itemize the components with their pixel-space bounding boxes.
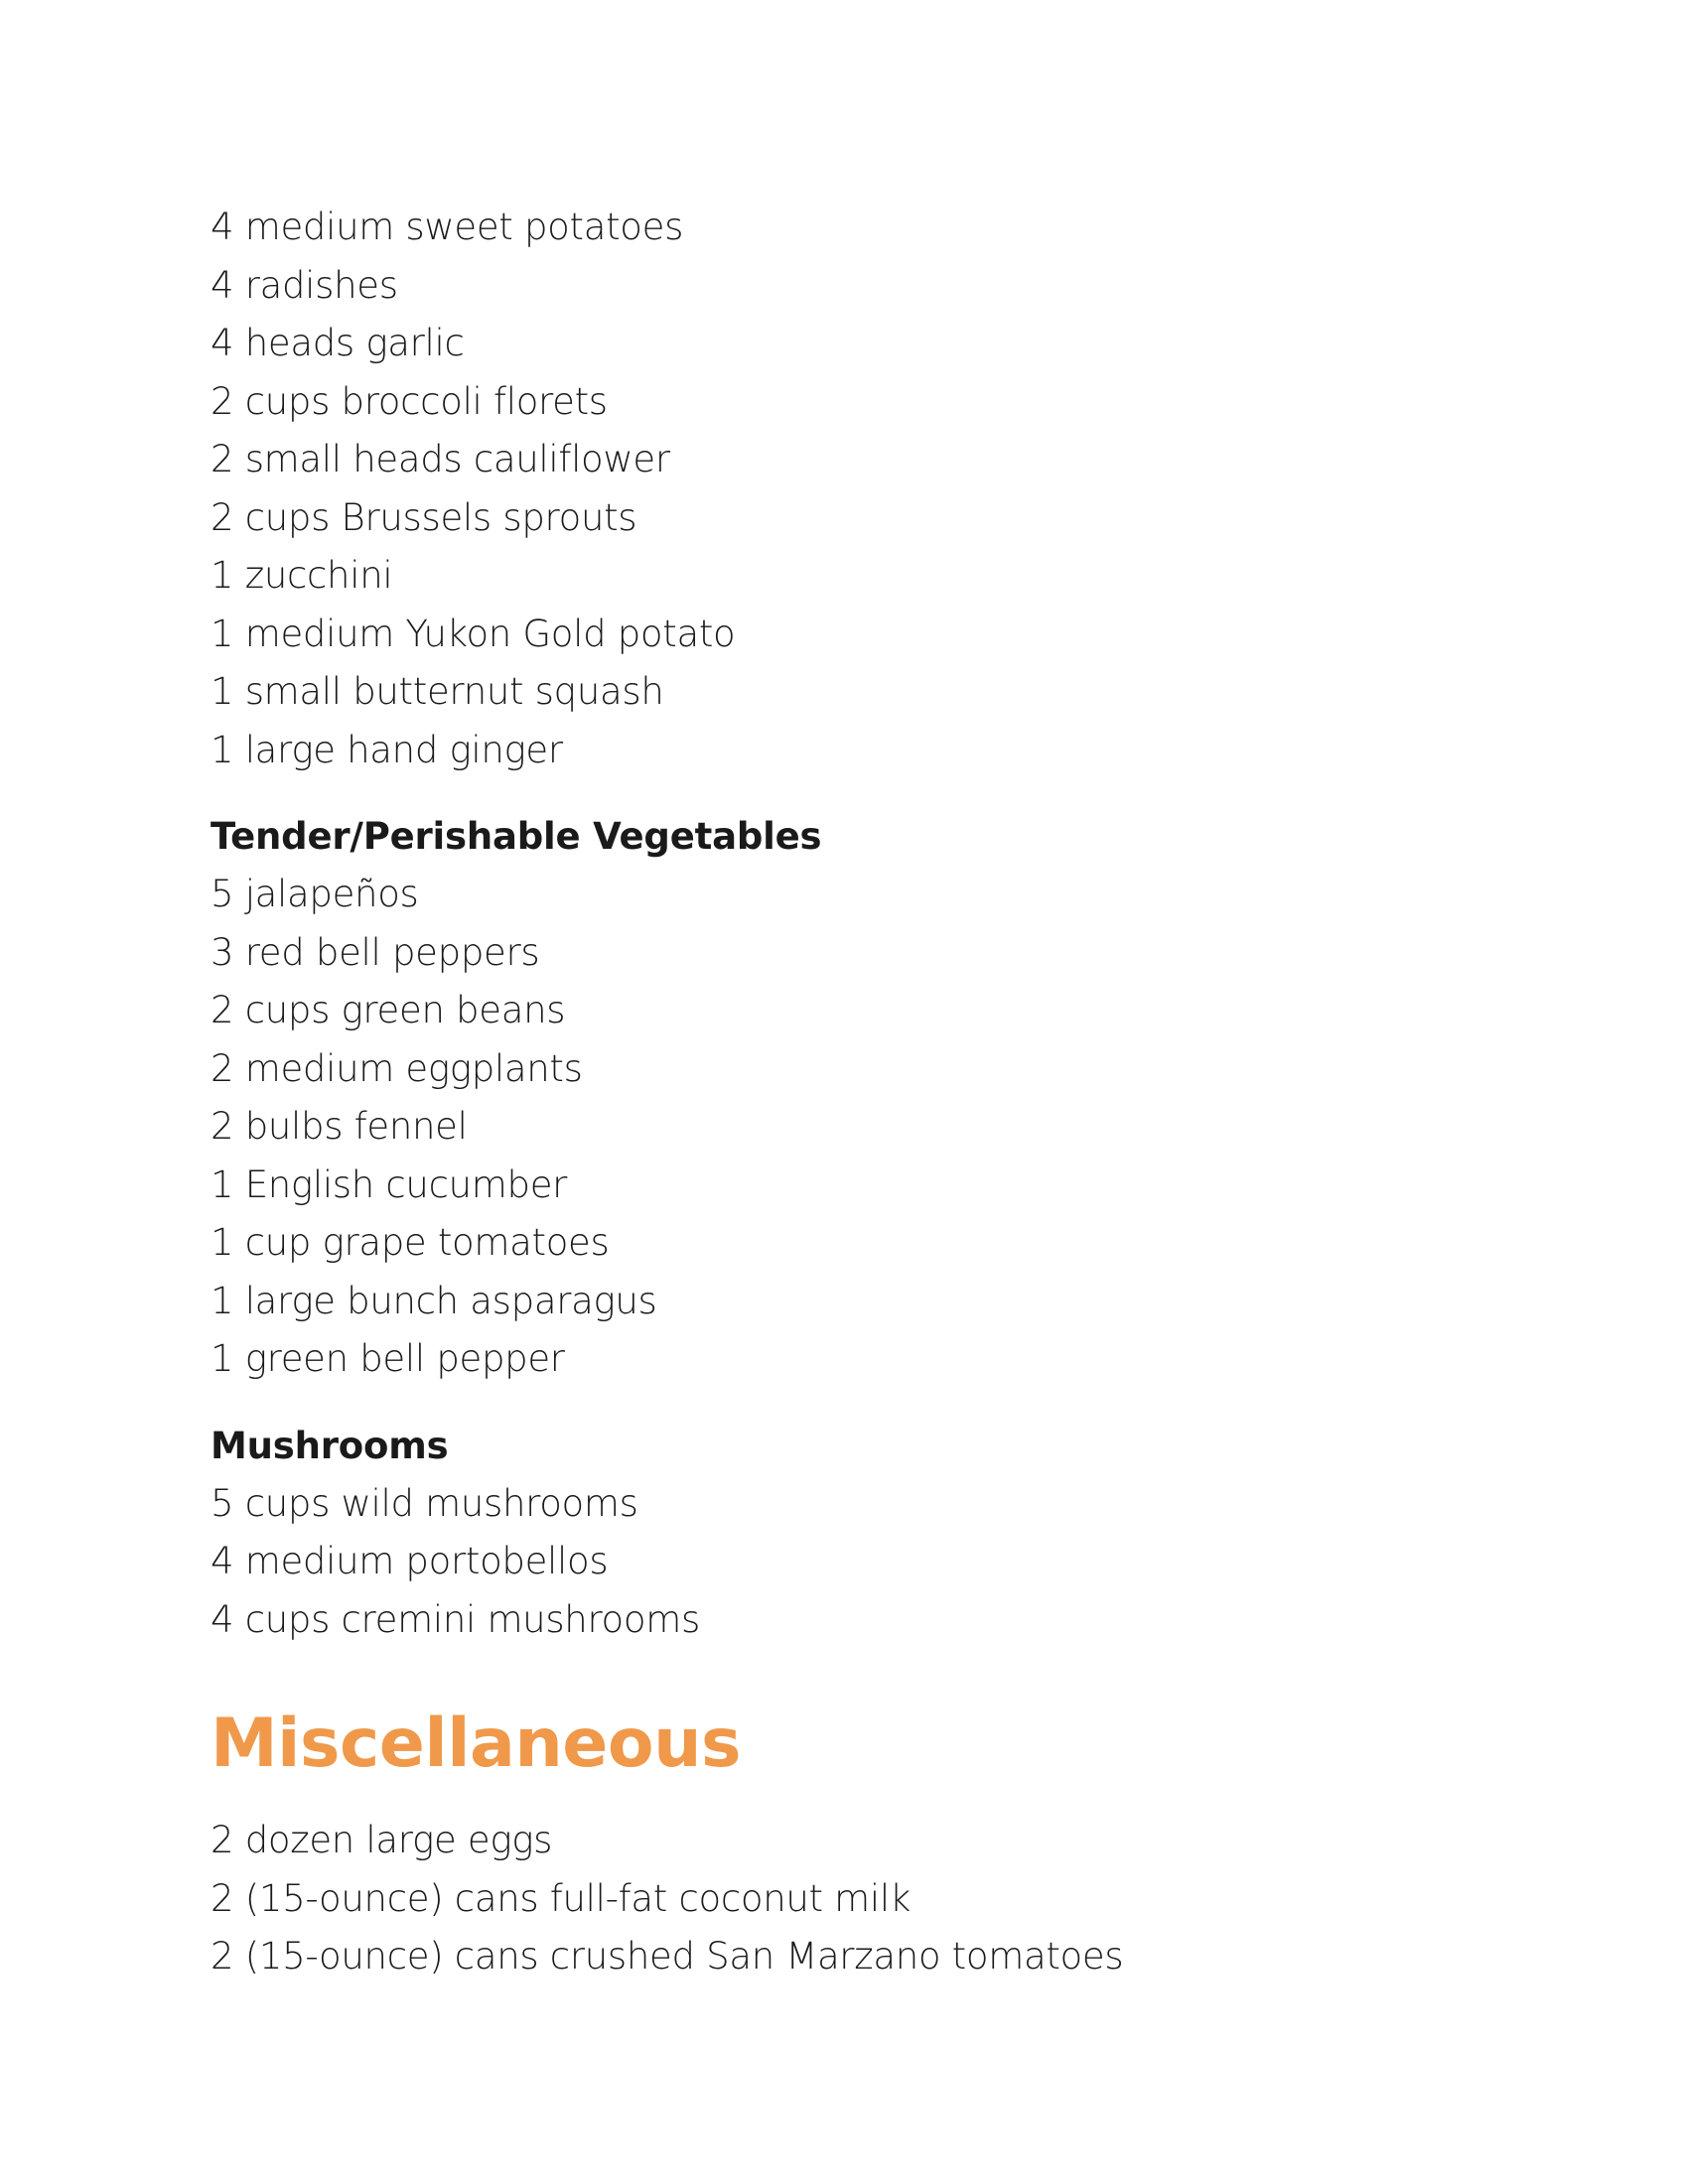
mushrooms-heading: Mushrooms bbox=[211, 1424, 449, 1467]
shopping-list-page bbox=[211, 199, 1501, 1986]
section-spacer bbox=[211, 779, 1501, 808]
mushrooms-list bbox=[211, 1475, 1501, 1650]
list-item: 2 bulbs fennel bbox=[211, 1105, 468, 1148]
list-item: 4 medium portobellos bbox=[211, 1540, 609, 1582]
list-item: 5 cups wild mushrooms bbox=[211, 1481, 638, 1525]
list-item: 4 heads garlic bbox=[211, 322, 465, 364]
list-item: 4 radishes bbox=[211, 263, 398, 307]
miscellaneous-list bbox=[211, 1812, 1501, 1986]
section-spacer bbox=[211, 1389, 1501, 1418]
section-spacer bbox=[211, 1649, 1501, 1705]
list-item: 2 cups green beans bbox=[211, 989, 566, 1031]
list-item: 1 zucchini bbox=[211, 554, 393, 597]
list-item: 2 medium eggplants bbox=[211, 1046, 583, 1090]
list-item: 3 red bell peppers bbox=[211, 930, 540, 974]
list-item: 2 small heads cauliflower bbox=[211, 438, 670, 480]
list-item: 1 large hand ginger bbox=[211, 728, 563, 771]
list-item: 2 cups Brussels sprouts bbox=[211, 495, 637, 539]
miscellaneous-heading: Miscellaneous bbox=[211, 1705, 742, 1783]
list-item: 2 (15-ounce) cans full-fat coconut milk bbox=[211, 1876, 912, 1920]
list-item: 1 green bell pepper bbox=[211, 1337, 565, 1380]
list-item: 4 medium sweet potatoes bbox=[211, 205, 684, 248]
list-item: 1 large bunch asparagus bbox=[211, 1279, 657, 1322]
tender-vegetables-heading: Tender/Perishable Vegetables bbox=[211, 815, 822, 858]
root-vegetables-list bbox=[211, 199, 1501, 779]
list-item: 1 English cucumber bbox=[211, 1162, 568, 1206]
tender-vegetables-list bbox=[211, 866, 1501, 1389]
section-spacer bbox=[211, 1784, 1501, 1812]
list-item: 5 jalapeños bbox=[211, 873, 419, 915]
list-item: 1 cup grape tomatoes bbox=[211, 1221, 610, 1264]
list-item: 2 cups broccoli florets bbox=[211, 379, 608, 423]
list-item: 1 small butternut squash bbox=[211, 670, 664, 713]
list-item: 1 medium Yukon Gold potato bbox=[211, 612, 736, 655]
list-item: 2 (15-ounce) cans crushed San Marzano tomatoes bbox=[211, 1935, 1124, 1978]
list-item: 4 cups cremini mushrooms bbox=[211, 1597, 700, 1641]
list-item: 2 dozen large eggs bbox=[211, 1819, 553, 1861]
